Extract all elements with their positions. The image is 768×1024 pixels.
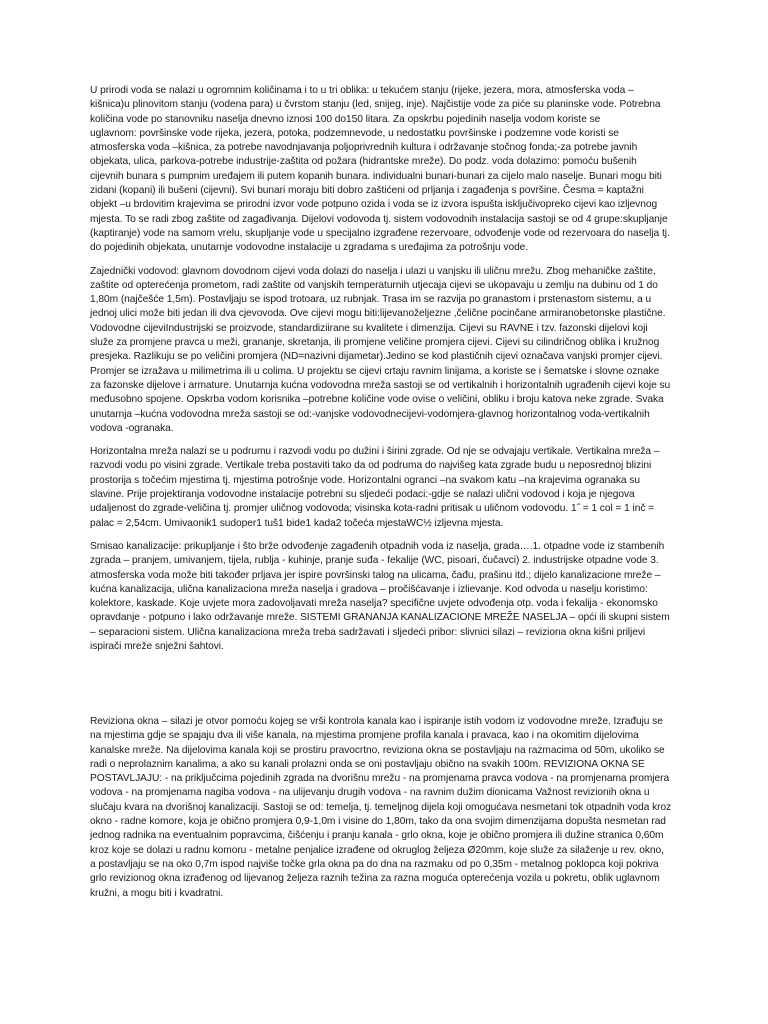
paragraph-water-sources: U prirodi voda se nalazi u ogromnim količinama i to u tri oblika: u tekućem stanju (rijeke, jezera, mora, atmosferska voda – kišnica)u plinovitom stanju (vodena para) u čvrstom stanju (led, snijeg, inje). Najčistije vode za piće su planinske vode. Potrebna količina vode po stanovniku naselja dnevno iznosi 100 do150 litara. Za opskrbu pojedinih naselja vodom koriste se uglavnom: površinske vode rijeka, jezera, potoka, podzemnevode, u nedostatku površinske i podzemne vode koristi se atmosferska voda –kišnica, za potrebe navodnjavanja poljoprivrednih kultura i održavanje stočnog fonda;-za potrebe javnih objekata, ulica, parkova-potrebe industrije-zaštita od požara (hidrantske mreže). Do podz. voda dolazimo: pomoću bušenih cijevnih bunara s pumpnim uređajem ili putem kopanih bunara. individualni bunari-bunari za cijelo malo naselje. Bunari mogu biti zidani (kopani) ili bušeni (cijevni). Svi bunari moraju biti dobro zaštićeni od prljanja i zagađenja s površine. Česma = kaptažni objekt –u brdovitim krajevima se prirodni izvor vode potpuno ozida i voda se iz izvora ispušta isključivopreko cijevi kao izljevnog mjesta. To se radi zbog zaštite od zagađivanja. Dijelovi vodovoda tj. sistem vodovodnih instalacija sastoji se od 4 grupe:skupljanje (kaptiranje) vode na samom vrelu, skupljanje vode u specijalno izgrađene rezervoare, odvođenje vode od rezervoara do naselja tj. do pojedinih objekata, unutarnje vodovodne instalacije u zgradama s uređajima za potrošnju vode. (90, 85, 670, 254)
paragraph-sewerage: Smisao kanalizacije: prikupljanje i što brže odvođenje zagađenih otpadnih voda iz naselja, grada….1. otpadne vode iz stambenih zgrada – pranjem, umivanjem, tijela, rublja - kuhinje, pranje suđa - fekalije (WC, pisoari, čučavci) 2. industrijske otpadne vode 3. atmosferska voda može biti također prljava jer ispire površinski talog na ulicama, čađu, prašinu itd.; dijelo kanalizacione mreže – kućna kanalizacija, ulična kanalizaciona mreža naselja i gradova – pročišćavanje i izlievanje. Kod odvoda u naselju koristimo: kolektore, kaskade. Koje uvjete mora zadovoljavati mreža naselja? specifične uvjete odvođenja otp. voda i fekalija - ekonomsko opravdanje - potpuno i lako održavanje mreže. SISTEMI GRANANJA KANALIZACIONE MREŽE NASELJA – opći ili skupni sistem – separacioni sistem. Ulična kanalizaciona mreža treba sadržavati i sljedeći pribor: slivnici silazi – reviziona okna kišni priljevi ispirači mreže snježni šahtovi. (90, 540, 670, 652)
paragraph-common-water-supply: Zajednički vodovod: glavnom dovodnom cijevi voda dolazi do naselja i ulazi u vanjsku ili uličnu mrežu. Zbog mehaničke zaštite, zaštite od opterećenja prometom, radi zaštite od vanjskih temperaturnih utjecaja cijevi se ukopavaju u zemlju na dubinu od 1 do 1,80m (najčešće 1,5m). Postavljaju se ispod trotoara, uz rubnjak. Trasa im se razvija po granastom i prstenastom sistemu, a u jednoj ulici može biti jedan ili dva cjevovoda. Ove cijevi mogu biti:lijevanoželjezne ,čelične pocinčane armiranobetonske plastične. Vodovodne cijeviIndustrijski se proizvode, standardiziirane su kvalitete i dimenzija. Cijevi su RAVNE i tzv. fazonski dijelovi koji služe za promjene pravca u meži, grananje, skretanja, ili promjene veličine promjera cijevi. Cijevi su cilindričnog oblika i kružnog presjeka. Razlikuju se po veličini promjera (ND=nazivni dijametar).Jedino se kod plastičnih cijevi označava vanjski promjer cijevi. Promjer se izražava u milimetrima ili u colima. U projektu se cijevi crtaju ravnim linijama, a koriste se i šematske i slovne oznake za fazonske dijelove i armature. Unutarnja kućna vodovodna mreža sastoji se od vertikalnih i horizontalnih ugrađenih cijevi koje su međusobno spojene. Opskrba vodom korisnika –potrebne količine vode ovise o veličini, obliku i broju katova neke zgrade. Svaka unutarnja –kućna vodovodna mreža sastoji se od:-vanjske vodovodnecijevi-vodomjera-glavnog horizontalnog voda-vertikalnih vodova -ogranaka. (90, 265, 671, 434)
paragraph-horizontal-network: Horizontalna mreža nalazi se u podrumu i razvodi vodu po dužini i širini zgrade. Od nje se odvajaju vertikale. Vertikalna mreža –razvodi vodu po visini zgrade. Vertikale treba postaviti tako da od podruma do najvišeg kata zgrade budu u neposrednoj blizini prostorija s točećim mjestima tj. mjestima potrošnje vode. Horizontalni ogranci –na svakom katu –na krajevima ogranaka su slavine. Prije projektiranja vodovodne instalacije potrebni su sljedeći podaci:-gdje se nalazi ulični vodovod i koja je njegova udaljenost do zgrade-veličina tj. promjer uličnog vodovoda; visinska kota-radni pritisak u uličnom vodovodu. 1˝ = 1 col = 1 inč = palac = 2,54cm. Umivaonik1 sudoper1 tuš1 bide1 kada2 točeća mjestaWC½ izljevna mjesta. (90, 446, 660, 529)
paragraph-inspection-shafts: Reviziona okna – silazi je otvor pomoću kojeg se vrši kontrola kanala kao i ispiranje istih vodom iz vodovodne mreže. Izrađuju se na mjestima gdje se spajaju dva ili više kanala, na mjestima promjene profila kanala i pravaca, kao i na okomitim dijelovima kanalske mreže. Na dijelovima kanala koji se prostiru pravocrtno, reviziona okna se postavljaju na razmacima od 50m, ukoliko se radi o neprolaznim kanalima, a ako su kanali prolazni onda se oni postavljaju obično na svakih 100m. REVIZIONA OKNA SE POSTAVLJAJU: - na priključcima pojedinih zgrada na dvorišnu mrežu - na promjenama pravca vodova - na promjenama promjera vodova - na promjenama nagiba vodova - na ulijevanju drugih vodova - na ravnim dužim dionicama Važnost revizionih okna u slučaju kvara na dvorišnoj kanalizaciji. Sastoji se od: temelja, tj. temeljnog dijela koji omogućava nesmetani tok otpadnih voda kroz okno - radne komore, koja je obično promjera 0,9-1,0m i visine do 1,80m, tako da ona svojim dimenzijama dopušta nesmetan rad jednog radnika na eventualnim popravcima, čišćenju i pranju kanala - grlo okna, koje je obično promjera ili dužine stranica 0,60m kroz koje se dolazi u radnu komoru - metalne penjalice izrađene od okruglog željeza Ø20mm, koje služe za silaženje u rev. okno, a postavljaju se na oko 0,7m ispod najviše točke grla okna pa do dna na razmaku od po 0,35m - metalnog poklopca koji pokriva grlo revizionog okna izrađenog od lijevanog željeza raznih težina za razna moguća opterećenja vozila u pokretu, oblik uglavnom kružni, a mogu biti i kvadratni. (90, 716, 672, 899)
document-text-upper (90, 84, 672, 663)
document-text-lower (90, 715, 672, 910)
